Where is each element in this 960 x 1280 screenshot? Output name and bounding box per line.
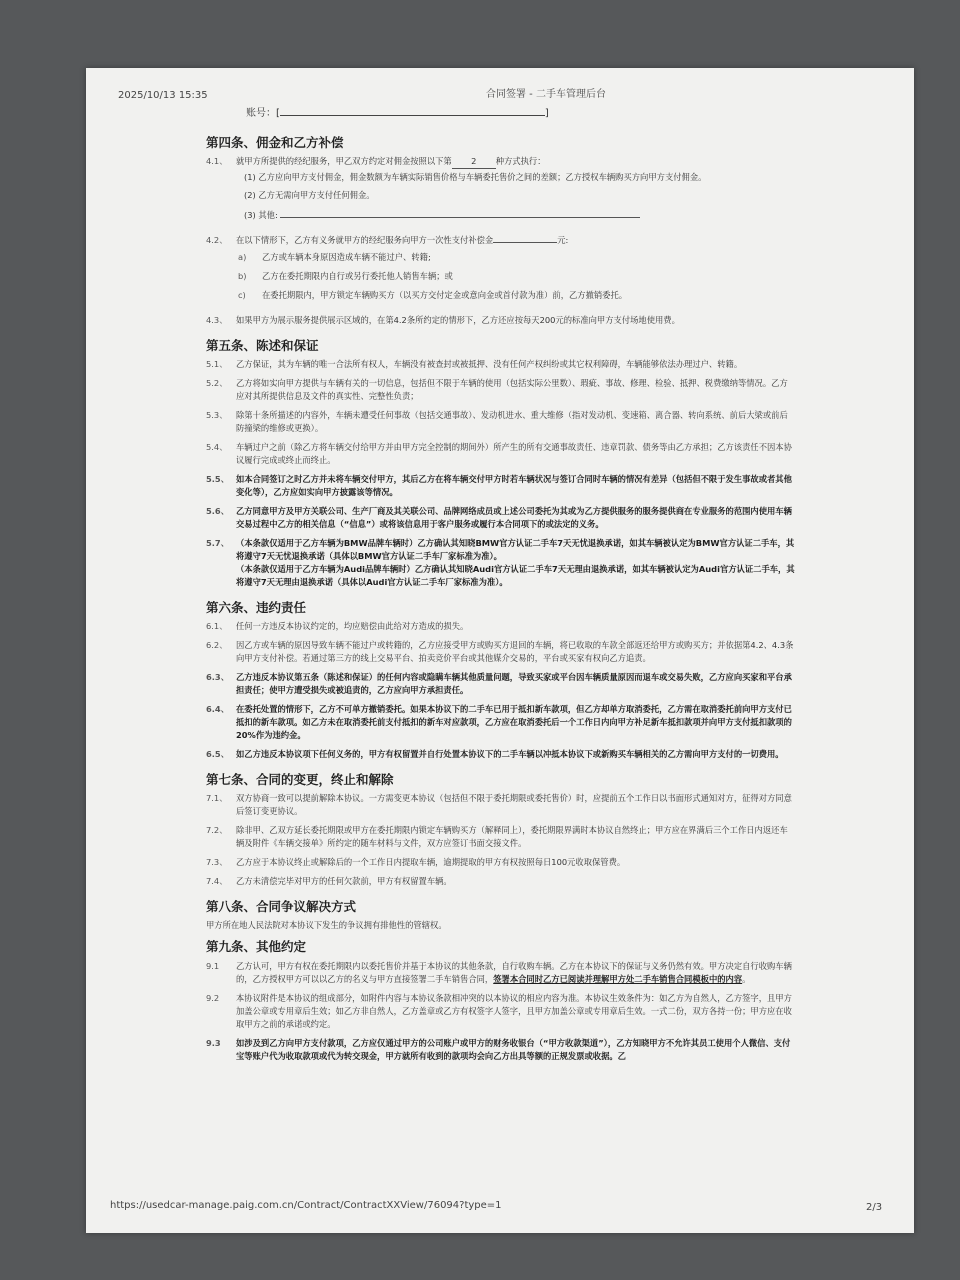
clause-number: 6.2、 bbox=[206, 640, 228, 650]
clause-text: 除第十条所描述的内容外，车辆未遭受任何事故（包括交通事故）、发动机进水、重大维修（指对发动机、变速箱、离合器、转向系统、前后大梁或前后防撞梁的维修或更换）。 bbox=[236, 410, 788, 433]
clause-text-part: 。 bbox=[742, 974, 751, 984]
option-3-label: (3) 其他: bbox=[244, 210, 278, 220]
section-5-title: 第五条、陈述和保证 bbox=[206, 338, 319, 353]
clause-5-5 bbox=[206, 473, 796, 499]
clause-5-7-audi: （本条款仅适用于乙方车辆为Audi品牌车辆时）乙方确认其知晓Audi官方认证二手车7天无理由退换承诺，如其车辆被认定为Audi官方认证二手车，其将遵守7天无理由退换承诺（具体以Audi官方认证二手车厂家标准为准）。 bbox=[236, 564, 795, 587]
clause-number: 7.3、 bbox=[206, 857, 228, 867]
clause-6-4 bbox=[206, 703, 796, 742]
clause-text: 除非甲、乙双方延长委托期限或甲方在委托期限内锁定车辆购买方（解释同上），委托期限界满时本协议自然终止；甲方应在界满后三个工作日内返还车辆及附件《车辆交接单》所约定的随车材料与文件，双方应签订书面交接文件。 bbox=[236, 825, 788, 848]
clause-5-4 bbox=[206, 441, 796, 467]
clause-number: 9.3 bbox=[206, 1038, 221, 1048]
clause-text: 乙方违反本协议第五条（陈述和保证）的任何内容或隐瞒车辆其他质量问题，导致买家或平台因车辆质量原因而退车或交易失败，乙方应向买家和平台承担责任；使甲方遭受损失或被追责的，乙方应向甲方承担责任。 bbox=[236, 672, 792, 695]
clause-7-2 bbox=[206, 824, 796, 850]
case-label: b) bbox=[238, 271, 247, 281]
case-text: 乙方在委托期限内自行或另行委托他人销售车辆；或 bbox=[262, 271, 453, 281]
clause-number: 9.2 bbox=[206, 993, 220, 1003]
option-3 bbox=[206, 209, 796, 222]
clause-text: 乙方未清偿完毕对甲方的任何欠款前，甲方有权留置车辆。 bbox=[236, 876, 452, 886]
clause-7-1 bbox=[206, 792, 796, 818]
clause-text-part: 在以下情形下，乙方有义务就甲方的经纪服务向甲方一次性支付补偿金 bbox=[236, 235, 494, 245]
clause-7-4 bbox=[206, 875, 796, 888]
clause-text: 因乙方或车辆的原因导致车辆不能过户或转籍的，乙方应接受甲方或购买方退回的车辆，将已收取的车款全部返还给甲方或购买方；并依据第4.2、4.3条向甲方支付补偿。若通过第三方的线上交易平台、拍卖竞价平台或其他媒介交易的，平台或买家有权向乙方追责。 bbox=[236, 640, 794, 663]
clause-6-3 bbox=[206, 671, 796, 697]
clause-text-part: 乙方认可，甲方有权在委托期限内以委托售价并基于本协议的其他条款，自行收购车辆。乙方在本协议下的保证与义务仍然有效。甲方决定自行收购车辆的，乙方授权甲方可以以乙方的名义与甲方直接签署二手车销售合同， bbox=[236, 961, 792, 984]
clause-text: 双方协商一致可以提前解除本协议。一方需变更本协议（包括但不限于委托期限或委托售价）时，应提前五个工作日以书面形式通知对方，征得对方同意后签订变更协议。 bbox=[236, 793, 792, 816]
clause-text: 在委托处置的情形下，乙方不可单方撤销委托。如果本协议下的二手车已用于抵扣新车款项，但乙方却单方取消委托，乙方需在取消委托前向甲方支付已抵扣的新车款项。如乙方未在取消委托前支付抵扣的新车对应款项，乙方应在取消委托后一个工作日内向甲方补足新车抵扣款项并向甲方支付抵扣款项的20%作为违约金。 bbox=[236, 704, 792, 740]
clause-text: 如乙方违反本协议项下任何义务的，甲方有权留置并自行处置本协议下的二手车辆以冲抵本协议下或新购买车辆相关的乙方需向甲方支付的一切费用。 bbox=[236, 749, 784, 759]
clause-9-1-emphasis: 签署本合同时乙方已阅读并理解甲方处二手车销售合同模板中的内容 bbox=[493, 974, 743, 984]
case-a bbox=[206, 251, 796, 264]
clause-text: 车辆过户之前（除乙方将车辆交付给甲方并由甲方完全控制的期间外）所产生的所有交通事故责任、违章罚款、债务等由乙方承担；乙方该责任不因本协议履行完成或终止而终止。 bbox=[236, 442, 792, 465]
clause-6-1 bbox=[206, 620, 796, 633]
section-8-text: 甲方所在地人民法院对本协议下发生的争议拥有排他性的管辖权。 bbox=[206, 920, 447, 930]
account-close: ] bbox=[544, 108, 549, 119]
clause-4-1 bbox=[206, 155, 796, 169]
clause-number: 5.4、 bbox=[206, 442, 228, 452]
clause-text-part: 就甲方所提供的经纪服务，甲乙双方约定对佣金按照以下第 bbox=[236, 156, 452, 166]
clause-text: 任何一方违反本协议约定的，均应赔偿由此给对方造成的损失。 bbox=[236, 621, 469, 631]
clause-text: 如果甲方为展示服务提供展示区域的，在第4.2条所约定的情形下，乙方还应按每天200元的标准向甲方支付场地使用费。 bbox=[236, 315, 680, 325]
clause-number: 5.6、 bbox=[206, 506, 229, 516]
clause-number: 7.4、 bbox=[206, 876, 228, 886]
clause-number: 4.1、 bbox=[206, 156, 228, 166]
clause-number: 5.7、 bbox=[206, 538, 229, 548]
clause-text bbox=[236, 155, 796, 169]
clause-text: 乙方应于本协议终止或解除后的一个工作日内提取车辆，逾期提取的甲方有权按照每日100元收取保管费。 bbox=[236, 857, 626, 867]
clause-4-3 bbox=[206, 314, 796, 327]
clause-number: 5.3、 bbox=[206, 410, 228, 420]
fee-method-value: 2 bbox=[452, 155, 496, 169]
clause-number: 6.4、 bbox=[206, 704, 229, 714]
print-header-title: 合同签署 - 二手车管理后台 bbox=[486, 89, 606, 100]
clause-9-2 bbox=[206, 992, 796, 1031]
clause-number: 4.2、 bbox=[206, 235, 228, 245]
clause-text: 如涉及到乙方向甲方支付款项，乙方应仅通过甲方的公司账户或甲方的财务收银台（“甲方收款渠道”），乙方知晓甲方不允许其员工使用个人微信、支付宝等账户代为收取款项或代为转交现金，甲方就所有收到的款项均会向乙方出具等额的正规发票或收据。乙 bbox=[236, 1038, 791, 1061]
clause-5-7-bmw: （本条款仅适用于乙方车辆为BMW品牌车辆时）乙方确认其知晓BMW官方认证二手车7天无忧退换承诺，如其车辆被认定为BMW官方认证二手车，其将遵守7天无忧退换承诺（具体以BMW官方认证二手车厂家标准为准）。 bbox=[236, 538, 795, 561]
clause-5-6 bbox=[206, 505, 796, 531]
clause-number: 5.5、 bbox=[206, 474, 229, 484]
case-text: 乙方或车辆本身原因造成车辆不能过户、转籍; bbox=[262, 252, 431, 262]
clause-6-2 bbox=[206, 639, 796, 665]
option-2: (2) 乙方无需向甲方支付任何佣金。 bbox=[244, 190, 375, 200]
section-4-title: 第四条、佣金和乙方补偿 bbox=[206, 135, 344, 150]
print-footer-url: https://usedcar-manage.paig.com.cn/Contract/ContractXXView/76094?type=1 bbox=[110, 1200, 502, 1211]
print-datetime: 2025/10/13 15:35 bbox=[118, 90, 208, 101]
clause-7-3 bbox=[206, 856, 796, 869]
clause-text-part: 元: bbox=[557, 235, 569, 245]
compensation-blank bbox=[493, 242, 557, 243]
document-page bbox=[86, 68, 914, 1233]
clause-text: 乙方保证，其为车辆的唯一合法所有权人，车辆没有被查封或被抵押、没有任何产权纠纷或其它权利障碍，车辆能够依法办理过户、转籍。 bbox=[236, 359, 743, 369]
clause-number: 6.3、 bbox=[206, 672, 229, 682]
section-7-title: 第七条、合同的变更，终止和解除 bbox=[206, 772, 394, 787]
section-8-title: 第八条、合同争议解决方式 bbox=[206, 899, 357, 914]
section-9-title: 第九条、其他约定 bbox=[206, 939, 307, 954]
clause-number: 6.1、 bbox=[206, 621, 228, 631]
clause-text-part: 种方式执行： bbox=[495, 156, 546, 166]
clause-5-1 bbox=[206, 358, 796, 371]
clause-text bbox=[236, 960, 796, 986]
print-page-number: 2/3 bbox=[866, 1202, 883, 1213]
case-c bbox=[206, 289, 796, 302]
clause-text: 乙方同意甲方及甲方关联公司、生产厂商及其关联公司、品牌网络成员或上述公司委托为其或为乙方提供服务的服务提供商在专业服务的范围内使用车辆交易过程中乙方的相关信息（“信息”）或将该信息用于客户服务或履行本合同项下的或法定的义务。 bbox=[236, 506, 792, 529]
clause-9-1 bbox=[206, 960, 796, 986]
clause-9-3 bbox=[206, 1037, 796, 1063]
clause-5-7 bbox=[206, 537, 796, 589]
clause-5-2 bbox=[206, 377, 796, 403]
clause-6-5 bbox=[206, 748, 796, 761]
clause-4-2 bbox=[206, 234, 796, 247]
clause-number: 5.2、 bbox=[206, 378, 228, 388]
section-6-title: 第六条、违约责任 bbox=[206, 600, 307, 615]
clause-number: 7.2、 bbox=[206, 825, 228, 835]
option-1: (1) 乙方应向甲方支付佣金，佣金数额为车辆实际销售价格与车辆委托售价之间的差额；乙方授权车辆购买方向甲方支付佣金。 bbox=[244, 172, 707, 182]
account-row bbox=[246, 104, 549, 119]
clause-text: 本协议附件是本协议的组成部分，如附件内容与本协议条款相冲突的以本协议的相应内容为准。本协议生效条件为：如乙方为自然人，乙方签字，且甲方加盖公章或专用章后生效；如乙方非自然人，乙方盖章或乙方有权签字人签字，且甲方加盖公章或专用章后生效。一式二份，双方各持一份；甲方应在收取甲方之前的承诺或约定。 bbox=[236, 993, 792, 1029]
clause-number: 6.5、 bbox=[206, 749, 229, 759]
clause-number: 9.1 bbox=[206, 961, 220, 971]
clause-text bbox=[236, 234, 796, 247]
case-label: c) bbox=[238, 290, 246, 300]
contract-body bbox=[206, 134, 796, 1063]
case-b bbox=[206, 270, 796, 283]
clause-number: 7.1、 bbox=[206, 793, 228, 803]
clause-number: 4.3、 bbox=[206, 315, 228, 325]
case-label: a) bbox=[238, 252, 247, 262]
clause-text: 如本合同签订之时乙方并未将车辆交付甲方，其后乙方在将车辆交付甲方时若车辆状况与签订合同时车辆的情况有差异（包括但不限于发生事故或者其他变化等），乙方应如实向甲方披露该等情况。 bbox=[236, 474, 792, 497]
clause-text bbox=[236, 537, 796, 589]
clause-text: 乙方将如实向甲方提供与车辆有关的一切信息，包括但不限于车辆的使用（包括实际公里数）、瑕疵、事故、修理、检验、抵押、税费缴纳等情况。乙方应对其所提供信息及文件的真实性、完整性负责； bbox=[236, 378, 788, 401]
option-3-blank bbox=[280, 217, 640, 218]
account-label: 账号：[ bbox=[246, 108, 280, 119]
case-text: 在委托期限内，甲方锁定车辆购买方（以买方交付定金或意向金或首付款为准）前，乙方撤销委托。 bbox=[262, 290, 628, 300]
clause-5-3 bbox=[206, 409, 796, 435]
clause-number: 5.1、 bbox=[206, 359, 228, 369]
account-blank bbox=[280, 105, 545, 116]
